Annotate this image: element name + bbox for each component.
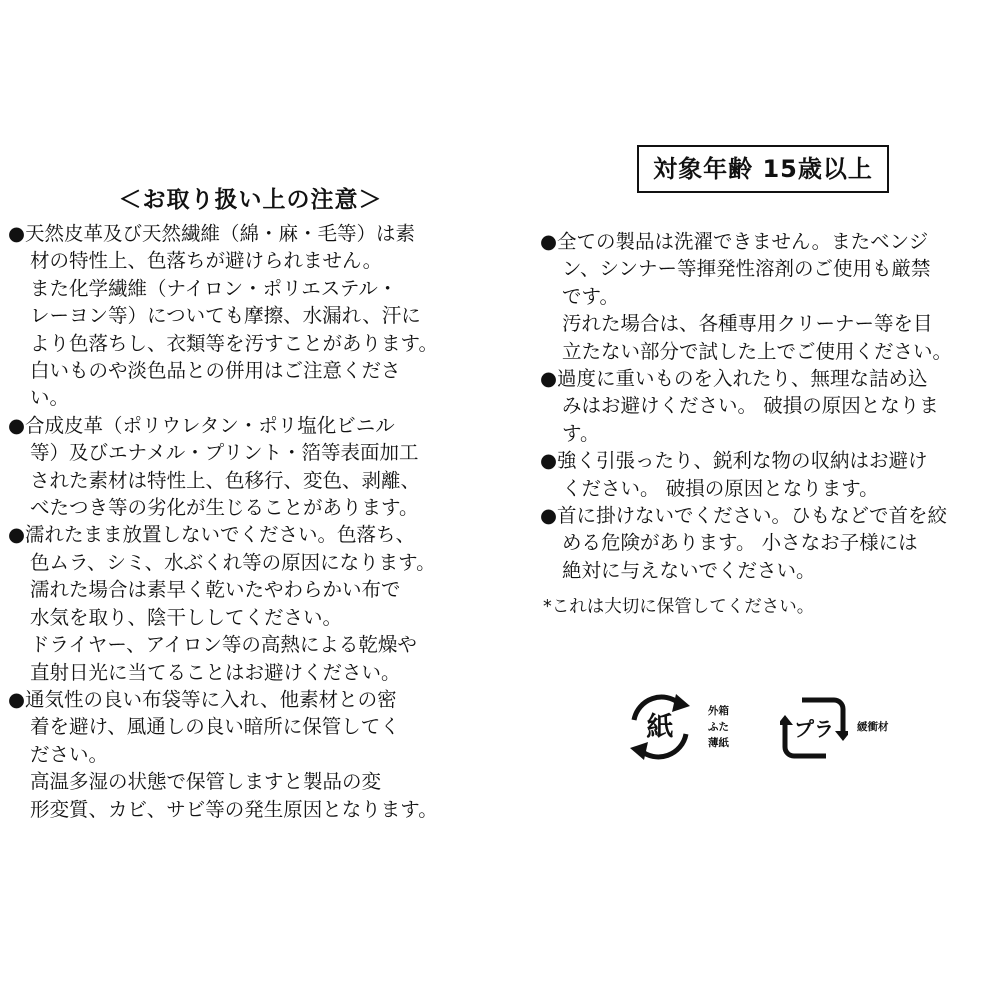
- pulling-warning-paragraph: [540, 447, 990, 502]
- text-line: 直射日光に当てることはお避けください。: [30, 660, 401, 684]
- storage-paragraph: [8, 686, 468, 823]
- text-line: 濡れた場合は素早く乾いたやわらかい布で: [30, 578, 401, 602]
- plastic-item-label: 緩衝材: [857, 721, 889, 733]
- text-line: ン、シンナー等揮発性溶剤のご使用も厳禁: [562, 257, 931, 281]
- paper-items-label: [708, 703, 729, 751]
- paper-mark-text: 紙: [646, 712, 674, 743]
- text-line: ●濡れたまま放置しないでください。色落ち、: [8, 523, 416, 547]
- text-line: 汚れた場合は、各種専用クリーナー等を目: [562, 312, 933, 336]
- care-instructions-column: [8, 180, 468, 823]
- text-line: ドライヤー、アイロン等の高熱による乾燥や: [30, 633, 417, 657]
- text-line: 材の特性上、色落ちが避けられません。: [30, 249, 383, 273]
- text-line: 高温多湿の状態で保管しますと製品の変: [30, 770, 382, 794]
- text-line: また化学繊維（ナイロン・ポリエステル・: [30, 276, 398, 300]
- care-heading: ＜お取り扱い上の注意＞: [118, 187, 383, 213]
- paper-item: ふた: [708, 721, 729, 733]
- paper-item: 薄紙: [708, 737, 729, 749]
- text-line: 着を避け、風通しの良い暗所に保管してく: [30, 715, 400, 739]
- text-line: ●合成皮革（ポリウレタン・ポリ塩化ビニル: [8, 413, 395, 437]
- synthetic-leather-paragraph: [8, 412, 468, 522]
- text-line: ださい。: [30, 742, 109, 766]
- text-line: 形変質、カビ、サビ等の発生原因となります。: [30, 797, 438, 821]
- text-line: ●全ての製品は洗濯できません。またベンジ: [540, 230, 929, 253]
- text-line: 等）及びエナメル・プリント・箔等表面加工: [30, 441, 419, 465]
- text-line: 色ムラ、シミ、水ぶくれ等の原因になります。: [30, 550, 436, 574]
- text-line: 絶対に与えないでください。: [562, 558, 816, 582]
- text-line: 白いものや淡色品との併用はご注意くださ: [30, 359, 401, 383]
- usage-warnings-column: [540, 228, 990, 584]
- text-line: ●天然皮革及び天然繊維（綿・麻・毛等）は素: [8, 222, 416, 245]
- text-line: された素材は特性上、色移行、変色、剥離、: [30, 468, 421, 492]
- text-line: す。: [562, 421, 600, 445]
- text-line: ●首に掛けないでください。ひもなどで首を絞: [540, 504, 948, 528]
- text-line: みはお避けください。 破損の原因となりま: [562, 394, 939, 418]
- plastic-mark-text: プラ: [794, 717, 834, 741]
- text-line: ください。 破損の原因となります。: [562, 476, 879, 500]
- washing-warning-paragraph: [540, 228, 990, 365]
- overload-warning-paragraph: [540, 365, 990, 447]
- text-line: です。: [562, 284, 619, 308]
- text-line: 水気を取り、陰干ししてください。: [30, 605, 343, 629]
- text-line: ●過度に重いものを入れたり、無理な詰め込: [540, 367, 928, 391]
- target-age-badge: 対象年齢 15歳以上: [637, 145, 889, 193]
- text-line: べたつき等の劣化が生じることがあります。: [30, 496, 419, 520]
- text-line: ●通気性の良い布袋等に入れ、他素材との密: [8, 687, 397, 711]
- paper-recycle-icon: [622, 690, 698, 764]
- plastic-recycle-icon: [780, 695, 848, 761]
- text-line: める危険があります。 小さなお子様には: [562, 531, 918, 555]
- text-line: 立たない部分で試した上でご使用ください。: [562, 339, 953, 363]
- text-line: い。: [30, 386, 70, 410]
- wet-care-paragraph: [8, 521, 468, 685]
- text-line: レーヨン等）についても摩擦、水漏れ、汗に: [30, 304, 421, 328]
- text-line: ●強く引張ったり、鋭利な物の収納はお避け: [540, 449, 928, 473]
- text-line: より色落ちし、衣類等を汚すことがあります。: [30, 331, 438, 355]
- paper-item: 外箱: [708, 705, 729, 717]
- natural-material-paragraph: [8, 220, 468, 412]
- neck-warning-paragraph: [540, 502, 990, 584]
- keep-note: *これは大切に保管してください。: [543, 597, 815, 617]
